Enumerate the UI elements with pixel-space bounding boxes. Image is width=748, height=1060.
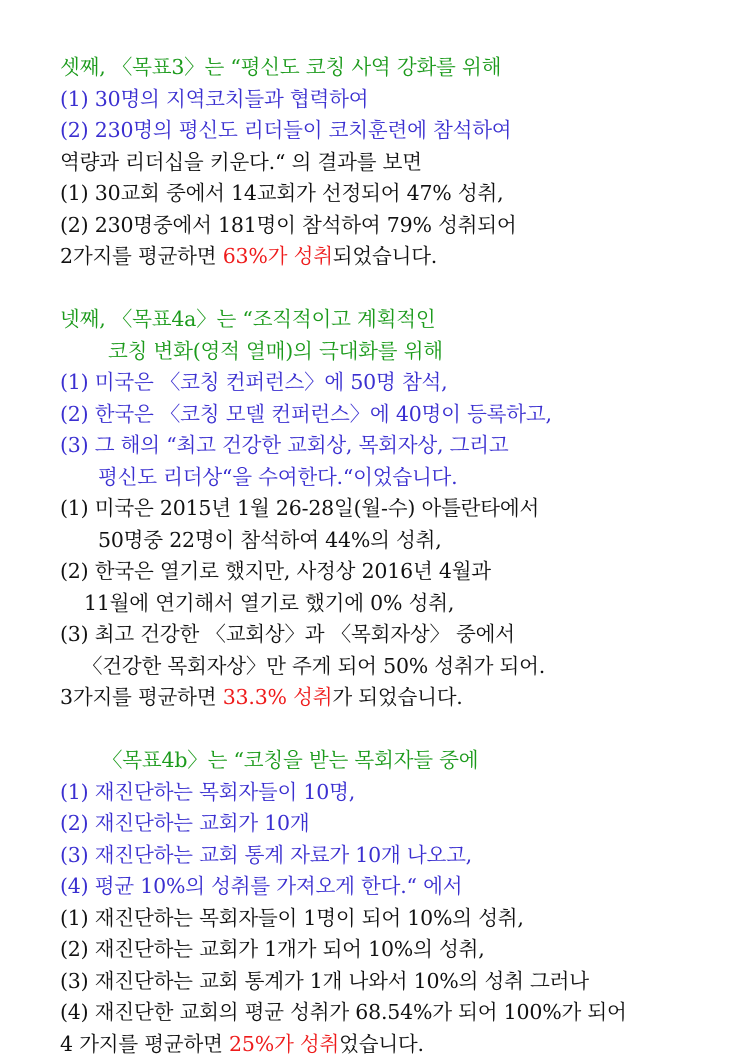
document-body	[60, 52, 740, 1060]
goal4b-summary-post: 었습니다.	[339, 1032, 424, 1056]
goal4a-heading: 넷째, 〈목표4a〉는 “조직적이고 계획적인	[60, 304, 740, 336]
goal4b-heading: 〈목표4b〉는 “코칭을 받는 목회자들 중에	[60, 745, 740, 777]
goal4a-result-3-cont: 〈건강한 목회자상〉만 주게 되어 50% 성취가 되어.	[60, 651, 740, 683]
goal4b-summary-pre: 4 가지를 평균하면	[60, 1032, 229, 1056]
goal4a-summary-post: 가 되었습니다.	[332, 685, 462, 709]
goal3-target-1: (1) 30명의 지역코치들과 협력하여	[60, 84, 740, 116]
goal4b-target-2: (2) 재진단하는 교회가 10개	[60, 808, 740, 840]
goal4b-summary	[60, 1029, 740, 1060]
goal3-target-2: (2) 230명의 평신도 리더들이 코치훈련에 참석하여	[60, 115, 740, 147]
goal4b-result-3: (3) 재진단하는 교회 통계가 1개 나와서 10%의 성취 그러나	[60, 966, 740, 998]
goal3-target-3: 역량과 리더십을 키운다.“ 의 결과를 보면	[60, 147, 740, 179]
section-gap	[60, 714, 740, 746]
goal4b-target-3: (3) 재진단하는 교회 통계 자료가 10개 나오고,	[60, 840, 740, 872]
goal3-result-2: (2) 230명중에서 181명이 참석하여 79% 성취되어	[60, 210, 740, 242]
goal3-summary	[60, 241, 740, 273]
goal4a-summary-pre: 3가지를 평균하면	[60, 685, 223, 709]
goal4a-target-2: (2) 한국은 〈코칭 모델 컨퍼런스〉에 40명이 등록하고,	[60, 399, 740, 431]
goal4b-result-1: (1) 재진단하는 목회자들이 1명이 되어 10%의 성취,	[60, 903, 740, 935]
goal4a-result-2: (2) 한국은 열기로 했지만, 사정상 2016년 4월과	[60, 556, 740, 588]
goal4a-result-1-cont: 50명중 22명이 참석하여 44%의 성취,	[60, 525, 740, 557]
goal3-summary-post: 되었습니다.	[333, 244, 437, 268]
goal3-result-1: (1) 30교회 중에서 14교회가 선정되어 47% 성취,	[60, 178, 740, 210]
goal4a-heading-cont: 코칭 변화(영적 열매)의 극대화를 위해	[60, 336, 740, 368]
goal4b-target-1: (1) 재진단하는 목회자들이 10명,	[60, 777, 740, 809]
goal4a-summary	[60, 682, 740, 714]
section-gap	[60, 273, 740, 305]
goal4b-target-4: (4) 평균 10%의 성취를 가져오게 한다.“ 에서	[60, 871, 740, 903]
goal4b-result-4: (4) 재진단한 교회의 평균 성취가 68.54%가 되어 100%가 되어	[60, 997, 740, 1029]
goal3-heading: 셋째, 〈목표3〉는 “평신도 코칭 사역 강화를 위해	[60, 52, 740, 84]
goal4a-result-1: (1) 미국은 2015년 1월 26-28일(월-수) 아틀란타에서	[60, 493, 740, 525]
goal4a-summary-highlight: 33.3% 성취	[223, 685, 333, 709]
goal4b-summary-highlight: 25%가 성취	[229, 1032, 339, 1056]
goal4a-target-3: (3) 그 해의 “최고 건강한 교회상, 목회자상, 그리고	[60, 430, 740, 462]
goal3-summary-pre: 2가지를 평균하면	[60, 244, 223, 268]
goal3-summary-highlight: 63%가 성취	[223, 244, 333, 268]
goal4a-target-4: 평신도 리더상“을 수여한다.“이었습니다.	[60, 462, 740, 494]
goal4b-result-2: (2) 재진단하는 교회가 1개가 되어 10%의 성취,	[60, 934, 740, 966]
goal4a-target-1: (1) 미국은 〈코칭 컨퍼런스〉에 50명 참석,	[60, 367, 740, 399]
goal4a-result-2-cont: 11월에 연기해서 열기로 했기에 0% 성취,	[60, 588, 740, 620]
goal4a-result-3: (3) 최고 건강한 〈교회상〉과 〈목회자상〉 중에서	[60, 619, 740, 651]
